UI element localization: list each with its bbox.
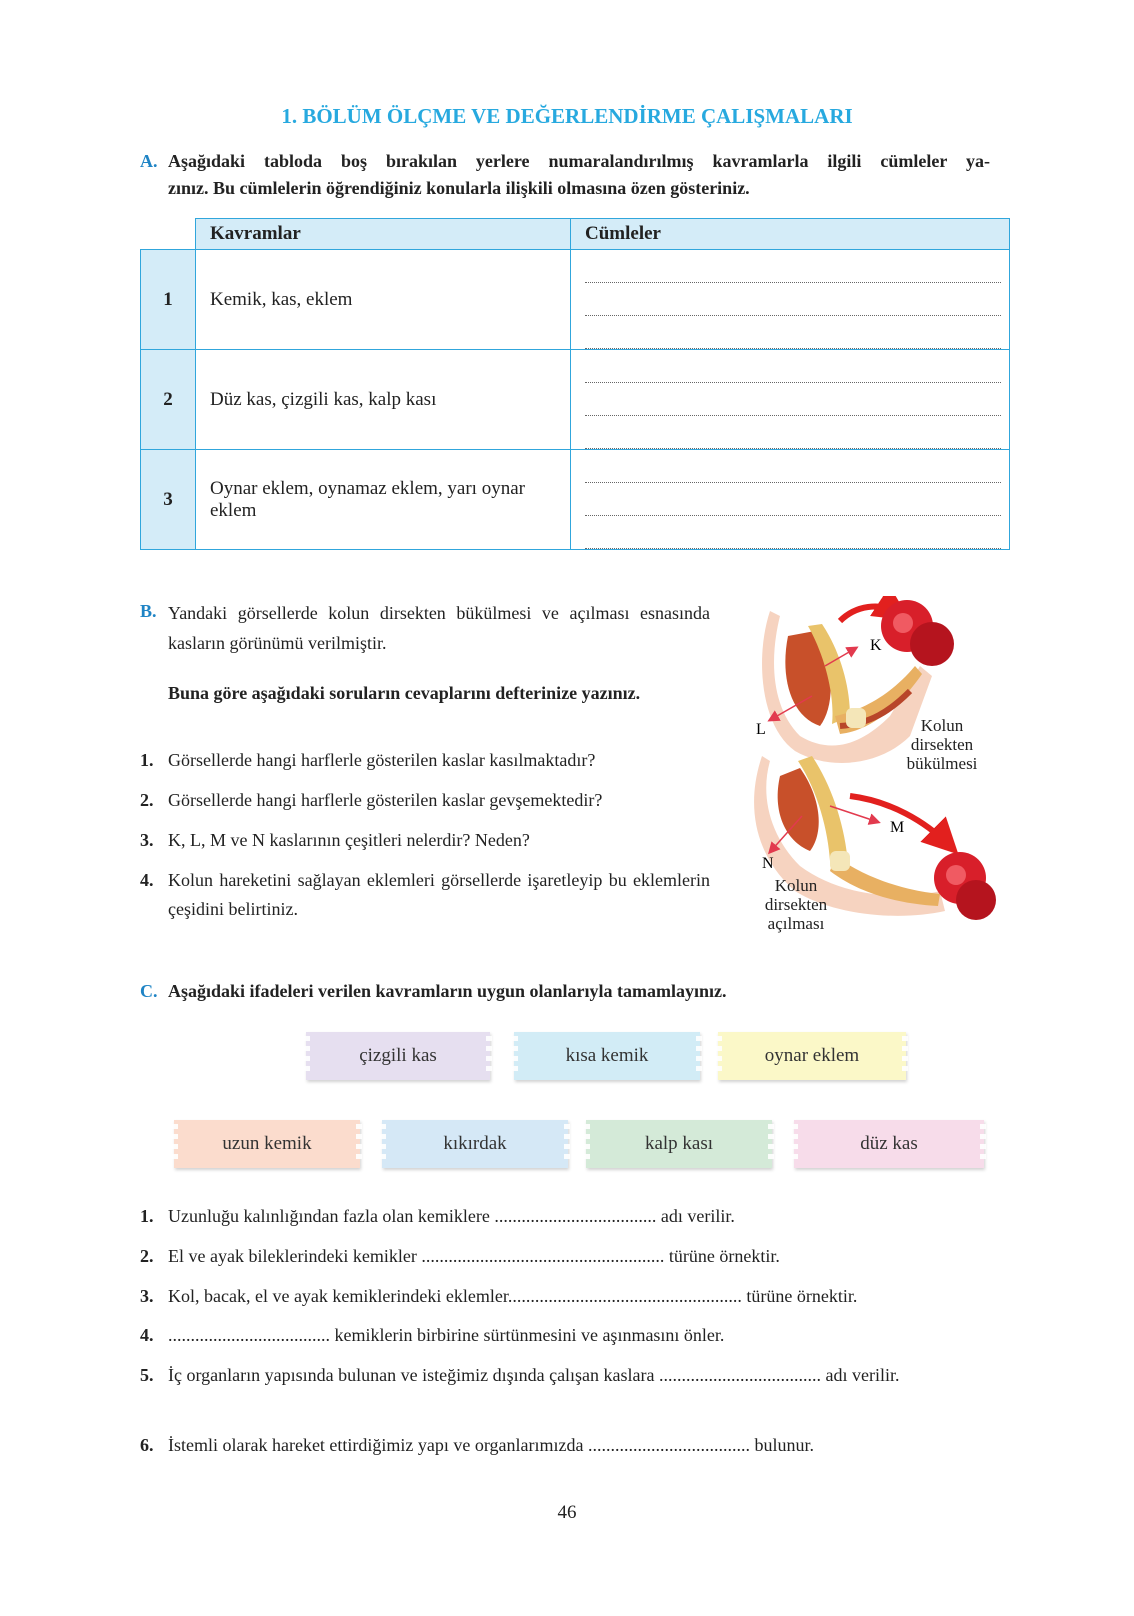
- caption-open: Kolun dirsekten açılması: [764, 876, 828, 933]
- row-concept: Kemik, kas, eklem: [196, 250, 571, 350]
- concepts-table: [140, 218, 1010, 550]
- row-number: 1: [141, 250, 196, 350]
- table-row: [141, 450, 1010, 550]
- fill-in-item: 3. Kol, bacak, el ve ayak kemiklerindeki eklemler.................................................... türüne örnektir.: [140, 1286, 858, 1306]
- fill-in-item: 2. El ve ayak bileklerindeki kemikler ...................................................... türüne örnektir.: [140, 1246, 780, 1266]
- concept-chip[interactable]: düz kas: [794, 1120, 984, 1168]
- concept-chip[interactable]: çizgili kas: [306, 1032, 490, 1080]
- muscle-label-l: L: [756, 721, 766, 738]
- page-title: 1. BÖLÜM ÖLÇME VE DEĞERLENDİRME ÇALIŞMALARI: [281, 104, 853, 128]
- section-c-letter: C.: [140, 981, 158, 1001]
- caption-bend: Kolun dirsekten bükülmesi: [906, 716, 978, 773]
- column-header-sentences: Cümleler: [571, 219, 1010, 250]
- fill-in-item: 5. İç organların yapısında bulunan ve isteğimiz dışında çalışan kaslara .................................... adı verilir.: [140, 1365, 900, 1385]
- fill-in-item: 6. İstemli olarak hareket ettirdiğimiz yapı ve organlarımızda .................................... bulunur.: [140, 1435, 815, 1455]
- answer-lines[interactable]: [571, 450, 1010, 550]
- table-row: [141, 250, 1010, 350]
- section-b-intro-text: Yandaki görsellerde kolun dirsekten bükülmesi ve açılması esnasında kasların görünümü verilmiştir.: [168, 603, 710, 653]
- muscle-label-k: K: [870, 637, 882, 654]
- concept-chip[interactable]: kıkırdak: [382, 1120, 568, 1168]
- row-number: 3: [141, 450, 196, 550]
- table-row: [141, 350, 1010, 450]
- answer-lines[interactable]: [571, 350, 1010, 450]
- concept-chip[interactable]: kalp kası: [586, 1120, 772, 1168]
- question-item: 1. Görsellerde hangi harflerle gösterilen kaslar kasılmaktadır?: [140, 750, 596, 770]
- question-item: 4. Kolun hareketini sağlayan eklemleri görsellerde işaretleyip bu eklemlerin çeşidini belirtiniz.: [140, 870, 710, 919]
- concept-chip[interactable]: kısa kemik: [514, 1032, 700, 1080]
- column-header-concepts: Kavramlar: [196, 219, 571, 250]
- section-a-letter: A.: [140, 151, 158, 171]
- question-item: 2. Görsellerde hangi harflerle gösterilen kaslar gevşemektedir?: [140, 790, 603, 810]
- section-c-instruction-text: Aşağıdaki ifadeleri verilen kavramların uygun olanlarıyla tamamlayınız.: [168, 981, 727, 1001]
- row-concept: Düz kas, çizgili kas, kalp kası: [196, 350, 571, 450]
- concept-chip[interactable]: oynar eklem: [718, 1032, 906, 1080]
- section-c-instruction: [140, 978, 990, 1005]
- section-a-instruction-line2: zınız. Bu cümlelerin öğrendiğiniz konularla ilişkili olmasına özen gösteriniz.: [168, 178, 750, 198]
- row-concept: Oynar eklem, oynamaz eklem, yarı oynar eklem: [196, 450, 571, 550]
- answer-lines[interactable]: [571, 250, 1010, 350]
- section-b-prompt: Buna göre aşağıdaki soruların cevaplarını defterinize yazınız.: [168, 683, 641, 703]
- section-b-letter: B.: [140, 601, 157, 621]
- page-number: 46: [557, 1502, 577, 1523]
- fill-in-item: 1. Uzunluğu kalınlığından fazla olan kemiklere .................................... adı verilir.: [140, 1206, 735, 1226]
- section-a-instruction-line1: Aşağıdaki tabloda boş bırakılan yerlere numaralandırılmış kavramlarla ilgili cümleler ya-: [168, 151, 990, 171]
- section-a-instruction: [140, 148, 990, 202]
- section-b-intro: [140, 598, 710, 658]
- fill-in-item: 4. .................................... kemiklerin birbirine sürtünmesini ve aşınmasını önler.: [140, 1325, 725, 1345]
- concept-chip[interactable]: uzun kemik: [174, 1120, 360, 1168]
- row-number: 2: [141, 350, 196, 450]
- muscle-label-m: M: [890, 819, 905, 836]
- muscle-label-n: N: [762, 855, 774, 872]
- question-item: 3. K, L, M ve N kaslarının çeşitleri nelerdir? Neden?: [140, 830, 530, 850]
